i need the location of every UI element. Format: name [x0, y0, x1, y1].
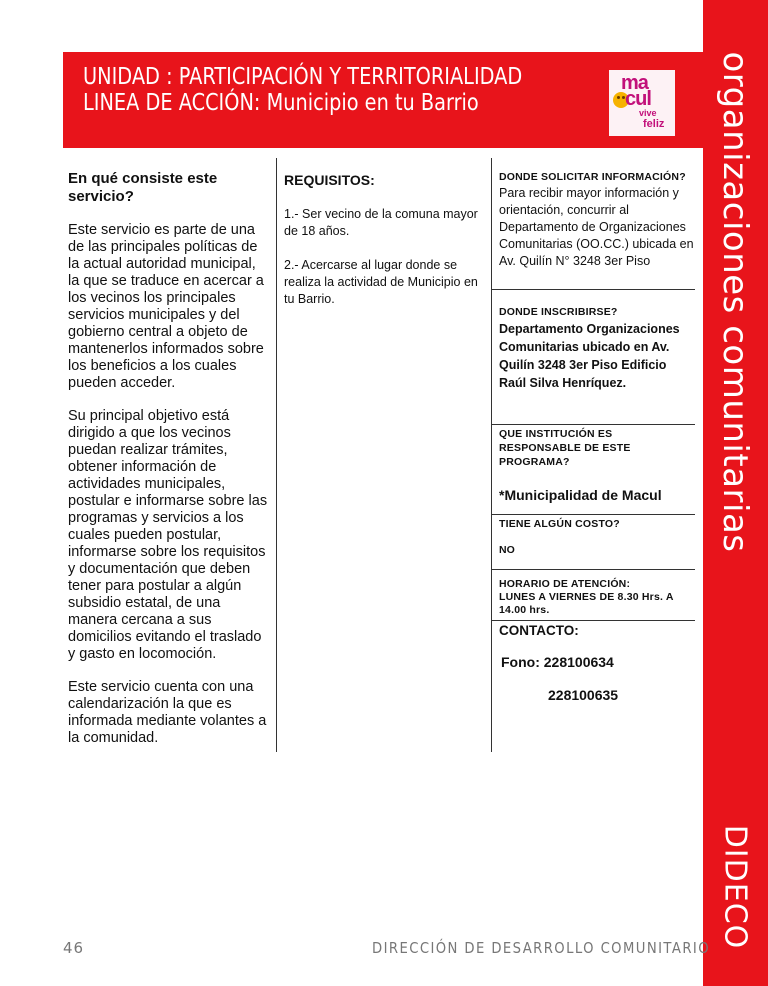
- logo-text-vive: vive: [639, 108, 657, 118]
- requirements-heading: REQUISITOS:: [284, 172, 375, 188]
- requirement-item: 2.- Acercarse al lugar donde se realiza la actividad de Municipio en tu Barrio.: [284, 258, 478, 306]
- description-paragraph: Su principal objetivo está dirigido a que los vecinos puedan realizar trámites, obtener información de actividades municipales, postular e informarse sobre las programas y servicios a los cuales pueden postular, informarse sobre los requisitos y documentación que deben tener para postular a algún subsidio estatal, de una manera cercana a sus domicilios evitando el traslado y gasto en locomoción.: [68, 408, 268, 662]
- registration-text: Departamento Organizaciones Comunitarias ubicado en Av. Quilín 3248 3er Piso Edificio Raúl Silva Henríquez.: [499, 322, 680, 390]
- header-action-line: LINEA DE ACCIÓN: Municipio en tu Barrio: [83, 90, 479, 116]
- description-paragraph: Este servicio es parte de una de las principales políticas de la actual autoridad municipal, la que se traduce en acercar a los vecinos los principales servicios municipales y del gobierno central a objeto de mantenerlos informados sobre los beneficios a los cuales pueden acceder.: [68, 222, 264, 391]
- schedule-text: LUNES A VIERNES DE 8.30 Hrs. A 14.00 hrs.: [499, 591, 674, 616]
- column-divider: [276, 158, 277, 752]
- header-banner: [63, 52, 703, 148]
- logo-text-feliz: feliz: [643, 118, 665, 130]
- logo-text-ma: ma: [621, 72, 648, 94]
- cost-value: NO: [499, 544, 515, 556]
- macul-logo: [609, 70, 675, 136]
- institution-label: QUE INSTITUCIÓN ES RESPONSABLE DE ESTE PROGRAMA?: [499, 428, 631, 468]
- contact-label: CONTACTO:: [499, 623, 579, 638]
- service-description-column: [68, 170, 270, 763]
- page-number: 46: [63, 939, 85, 957]
- schedule-label: HORARIO DE ATENCIÓN:: [499, 578, 631, 590]
- phone-1: Fono: 228100634: [501, 654, 614, 670]
- footer-title: DIRECCIÓN DE DESARROLLO COMUNITARIO: [372, 939, 711, 957]
- header-unit-title: UNIDAD : PARTICIPACIÓN Y TERRITORIALIDAD: [83, 64, 523, 90]
- info-request-label: DONDE SOLICITAR INFORMACIÓN?: [499, 171, 686, 183]
- info-request-box: [492, 158, 695, 290]
- institution-text: *Municipalidad de Macul: [499, 487, 662, 503]
- contact-box: [492, 621, 695, 704]
- side-title: organizaciones comunitarias: [715, 51, 755, 553]
- requirements-column: [284, 172, 484, 325]
- schedule-box: [492, 570, 695, 621]
- info-request-text: Para recibir mayor información y orientación, concurrir al Departamento de Organizaciones Comunitarias (OO.CC.) ubicada en Av. Quilín N° 3248 3er Piso: [499, 186, 694, 268]
- phone-2: 228100635: [548, 687, 619, 703]
- cost-box: [492, 515, 695, 570]
- cost-label: TIENE ALGÚN COSTO?: [499, 518, 620, 530]
- service-question: En qué consiste este servicio?: [68, 170, 218, 205]
- side-dideco-label: DIDECO: [717, 824, 753, 950]
- registration-label: DONDE INSCRIBIRSE?: [499, 306, 618, 318]
- institution-box: [492, 425, 695, 515]
- requirement-item: 1.- Ser vecino de la comuna mayor de 18 años.: [284, 207, 478, 238]
- registration-box: [492, 290, 695, 425]
- logo-text-cul: cul: [625, 88, 651, 110]
- description-paragraph: Este servicio cuenta con una calendarización la que es informada mediante volantes a la comunidad.: [68, 679, 267, 746]
- info-column: [492, 158, 695, 704]
